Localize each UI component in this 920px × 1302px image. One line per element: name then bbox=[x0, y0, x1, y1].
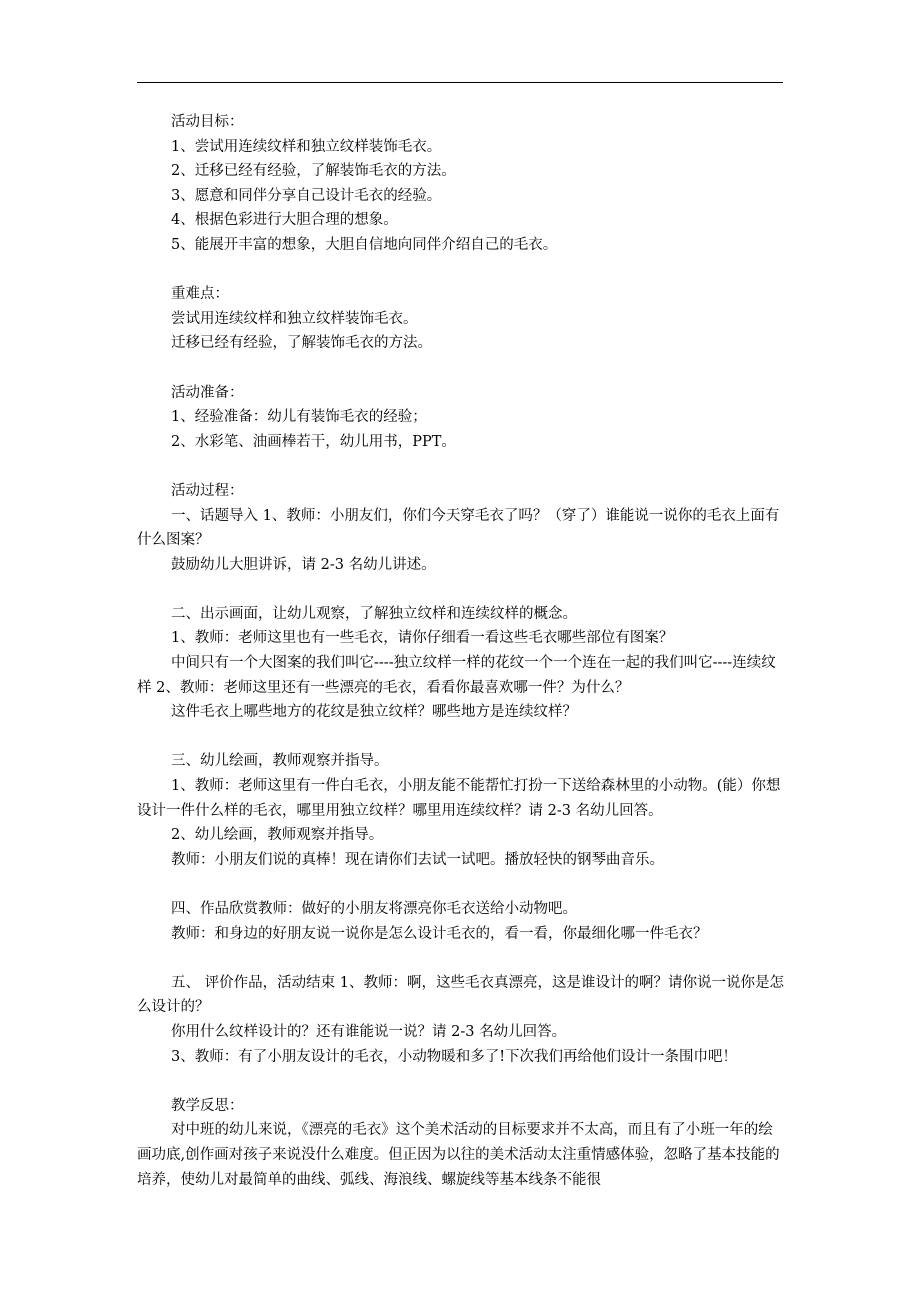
paragraph: 五、 评价作品，活动结束 1、教师：啊，这些毛衣真漂亮，这是谁设计的啊？请你说一说你是怎么设计的？ bbox=[137, 974, 784, 1016]
spacer bbox=[137, 946, 785, 971]
goal-item: 4、根据色彩进行大胆合理的想象。 bbox=[171, 212, 398, 229]
spacer bbox=[137, 356, 785, 381]
paragraph: 鼓励幼儿大胆讲诉，请 2-3 名幼儿讲述。 bbox=[171, 556, 436, 573]
paragraph: 3、教师：有了小朋友设计的毛衣，小动物暖和多了!下次我们再给他们设计一条围巾吧！ bbox=[171, 1048, 738, 1065]
header-rule bbox=[137, 82, 783, 83]
goal-item: 1、尝试用连续纹样和独立纹样装饰毛衣。 bbox=[171, 138, 442, 155]
preparation-item: 1、经验准备：幼儿有装饰毛衣的经验； bbox=[171, 409, 427, 426]
section-heading-goals: 活动目标： bbox=[171, 114, 244, 130]
paragraph: 这件毛衣上哪些地方的花纹是独立纹样？哪些地方是连续纹样？ bbox=[171, 704, 577, 721]
section-heading-reflection: 教学反思： bbox=[171, 1097, 244, 1114]
paragraph: 教师：和身边的好朋友说一说你是怎么设计毛衣的，看一看，你最细化哪一件毛衣？ bbox=[171, 925, 708, 942]
goal-item: 3、愿意和同伴分享自己设计毛衣的经验。 bbox=[171, 187, 442, 204]
paragraph: 1、教师：老师这里有一件白毛衣，小朋友能不能帮忙打扮一下送给森林里的小动物。(能）你想设计一件什么样的毛衣，哪里用独立纹样？哪里用连续纹样？请 2-3 名幼儿回答。 bbox=[137, 778, 781, 819]
paragraph: 四、作品欣赏教师：做好的小朋友将漂亮你毛衣送给小动物吧。 bbox=[171, 901, 577, 917]
spacer bbox=[137, 258, 785, 283]
preparation-item: 2、水彩笔、油画棒若干，幼儿用书，PPT。 bbox=[171, 433, 456, 450]
section-heading-preparation: 活动准备： bbox=[171, 384, 244, 401]
goal-item: 5、能展开丰富的想象，大胆自信地向同伴介绍自己的毛衣。 bbox=[171, 236, 558, 253]
paragraph: 对中班的幼儿来说，《漂亮的毛衣》这个美术活动的目标要求并不太高，而且有了小班一年的绘画功底,创作画对孩子来说没什么难度。但正因为以往的美术活动太注重情感体验，忽略了基本技能的培养，使幼儿对最简单的曲线、弧线、海浪线、螺旋线等基本线条不能很 bbox=[137, 1122, 780, 1188]
key-point-item: 迁移已经有经验，了解装饰毛衣的方法。 bbox=[171, 335, 432, 352]
paragraph: 2、幼儿绘画，教师观察并指导。 bbox=[171, 827, 384, 844]
key-point-item: 尝试用连续纹样和独立纹样装饰毛衣。 bbox=[171, 310, 418, 327]
spacer bbox=[137, 454, 785, 479]
paragraph: 三、幼儿绘画，教师观察并指导。 bbox=[171, 753, 389, 770]
paragraph: 二、出示画面，让幼儿观察，了解独立纹样和连续纹样的概念。 bbox=[171, 605, 577, 622]
paragraph: 一、话题导入 1、教师：小朋友们，你们今天穿毛衣了吗？（穿了）谁能说一说你的毛衣上面有什么图案？ bbox=[137, 507, 780, 549]
paragraph: 教师：小朋友们说的真棒！现在请你们去试一试吧。播放轻快的钢琴曲音乐。 bbox=[171, 851, 664, 868]
document-body bbox=[137, 110, 785, 1192]
section-heading-key-points: 重难点： bbox=[171, 286, 229, 303]
paragraph: 1、教师：老师这里也有一些毛衣，请你仔细看一看这些毛衣哪些部位有图案？ bbox=[171, 630, 674, 647]
spacer bbox=[137, 577, 785, 602]
spacer bbox=[137, 872, 785, 897]
paragraph: 你用什么纹样设计的？还有谁能说一说？请 2-3 名幼儿回答。 bbox=[171, 1023, 567, 1040]
paragraph: 中间只有一个大图案的我们叫它----独立纹样一样的花纹一个一个连在一起的我们叫它----连续纹样 2、教师：老师这里还有一些漂亮的毛衣，看看你最喜欢哪一件？为什么？ bbox=[137, 655, 776, 696]
section-heading-process: 活动过程： bbox=[171, 482, 244, 499]
goal-item: 2、迁移已经有经验，了解装饰毛衣的方法。 bbox=[171, 163, 456, 180]
spacer bbox=[137, 725, 785, 750]
spacer bbox=[137, 1069, 785, 1094]
